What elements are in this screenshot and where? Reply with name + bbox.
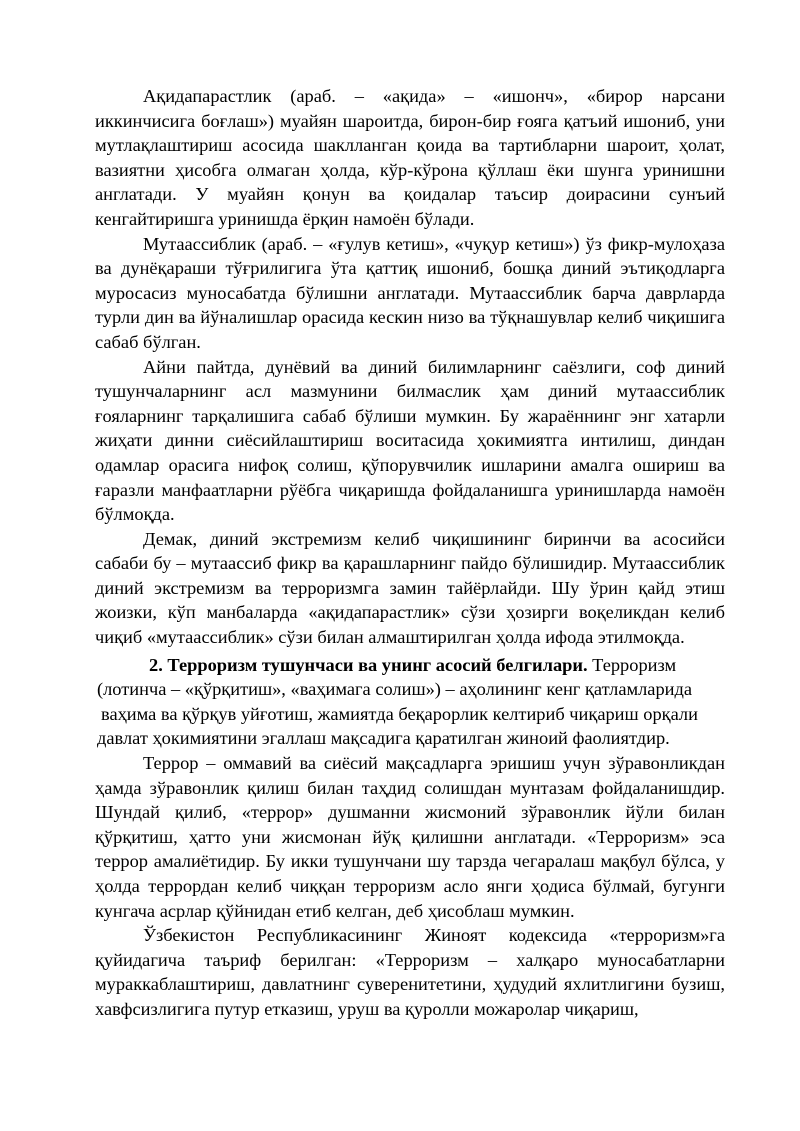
section-line-4: давлат ҳокимиятини эгаллаш мақсадига қаратилган жиноий фаолиятдир.	[97, 728, 670, 749]
section-line-1	[95, 653, 725, 678]
paragraph-mutaassiblik: Мутаассиблик (араб. – «ғулув кетиш», «чуқур кетиш») ўз фикр-мулоҳаза ва дунёқараши тўғрилигига ўта қаттиқ ишониб, бошқа диний эътиқодларга муросасиз муносабатда бўлишни англатади. Мутаассиблик барча даврларда турли дин ва йўналишлар орасида кескин низо ва тўқнашувлар келиб чиқишига сабаб бўлган.	[95, 233, 725, 352]
section-line-2: (лотинча – «қўрқитиш», «ваҳимага солиш») – аҳолининг кенг қатламларида	[97, 679, 693, 700]
section-line-1-tail: Терроризм	[587, 654, 677, 675]
section-heading: 2. Терроризм тушунчаси ва унинг асосий белгилари.	[149, 654, 588, 675]
paragraph-criminal-code: Ўзбекистон Республикасининг Жиноят кодексида «терроризм»га қуйидагича таъриф берилган: «Терроризм – халқаро муносабатларни мураккаблаштириш, давлатнинг суверенитетини, ҳудудий яхлитлигини бузиш, хавфсизлигига путур етказиш, уруш ва қуролли можаролар чиқариш,	[95, 925, 725, 1019]
paragraph-akidaparastlik: Ақидапарастлик (араб. – «ақида» – «ишонч», «бирор нарсани иккинчисига боғлаш») муайян шароитда, бирон-бир ғояга қатъий ишониб, уни мутлақлаштириш асосида шаклланган қоида ва тартибларни шароит, ҳолат, вазиятни ҳисобга олмаган ҳолда, кўр-кўрона қўллаш ёки шунга уринишни англатади. У муайян қонун ва қоидалар таъсир доирасини сунъий кенгайтиришга уринишда ёрқин намоён бўлади.	[95, 86, 725, 229]
paragraph-knowledge: Айни пайтда, дунёвий ва диний билимларнинг саёзлиги, соф диний тушунчаларнинг асл мазмунини билмаслик ҳам диний мутаассиблик ғояларнинг тарқалишига сабаб бўлиши мумкин. Бу жараённинг энг хатарли жиҳати динни сиёсийлаштириш воситасида ҳокимиятга интилиш, диндан одамлар орасига нифоқ солиш, қўпорувчилик ишларини амалга ошириш ва ғаразли манфаатларни рўёбга чиқаришда фойдаланишга уринишларда намоён бўлмоқда.	[95, 356, 725, 525]
section-line-3: ваҳима ва қўрқув уйғотиш, жамиятда беқарорлик келтириб чиқариш орқали	[101, 703, 698, 724]
document-page	[95, 84, 725, 1022]
paragraph-conclusion: Демак, диний экстремизм келиб чиқишининг биринчи ва асосийси сабаби бу – мутаассиб фикр ва қарашларнинг пайдо бўлишидир. Мутаассиблик диний экстремизм ва терроризмга замин тайёрлайди. Шу ўрин қайд этиш жоизки, кўп манбаларда «ақидапарастлик» сўзи ҳозирги воқеликдан келиб чиқиб «мутаассиблик» сўзи билан алмаштирилган ҳолда ифода этилмоқда.	[95, 528, 725, 648]
paragraph-terror: Террор – оммавий ва сиёсий мақсадларга эришиш учун зўравонликдан ҳамда зўравонлик қилиш билан таҳдид солишдан мунтазам фойдаланишдир. Шундай қилиб, «террор» душманни жисмоний зўравонлик йўли билан қўрқитиш, ҳатто уни жисмонан йўқ қилишни англатади. «Терроризм» эса террор амалиётидир. Бу икки тушунчани шу тарзда чегаралаш мақбул бўлса, у ҳолда террордан келиб чиққан терроризм асло янги ҳодиса бўлмай, бугунги кунгача асрлар қўйнидан етиб келган, деб ҳисоблаш мумкин.	[95, 753, 725, 921]
section-terrorism-definition	[95, 653, 725, 751]
